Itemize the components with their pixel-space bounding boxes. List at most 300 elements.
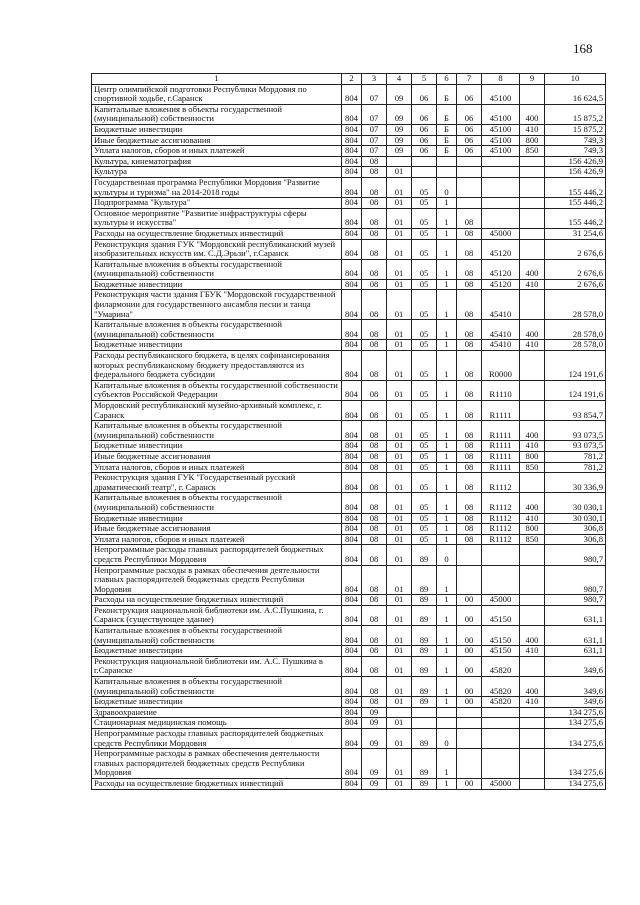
code-event: 08 — [457, 421, 482, 441]
code-expense-type — [520, 729, 545, 749]
row-name: Непрограммные расходы главных распорядителей бюджетных средств Республики Мордовия — [92, 545, 342, 565]
code-section: 07 — [362, 124, 387, 135]
amount: 30 336,9 — [545, 473, 606, 493]
code-program: 89 — [412, 595, 437, 606]
code-section: 08 — [362, 441, 387, 452]
code-program: 89 — [412, 646, 437, 657]
amount: 155 446,2 — [545, 198, 606, 209]
column-header: 10 — [545, 74, 606, 85]
row-name: Основное мероприятие "Развитие инфраструктуры сферы культуры и искусства" — [92, 208, 342, 228]
table-row — [92, 534, 606, 545]
code-event: 08 — [457, 534, 482, 545]
page-number: 168 — [573, 41, 593, 56]
code-program — [412, 718, 437, 729]
code-subprogram: 1 — [437, 677, 457, 697]
code-subprogram: 1 — [437, 513, 457, 524]
code-direction — [482, 729, 520, 749]
code-ministry: 804 — [342, 524, 362, 535]
amount: 306,8 — [545, 534, 606, 545]
table-row — [92, 513, 606, 524]
code-section: 08 — [362, 565, 387, 595]
code-expense-type — [520, 167, 545, 178]
code-ministry: 804 — [342, 718, 362, 729]
amount: 134 275,6 — [545, 718, 606, 729]
code-event: 08 — [457, 380, 482, 400]
code-section: 08 — [362, 208, 387, 228]
code-section: 08 — [362, 605, 387, 625]
code-section: 08 — [362, 239, 387, 259]
code-ministry: 804 — [342, 380, 362, 400]
code-expense-type: 410 — [520, 124, 545, 135]
code-subprogram: Б — [437, 135, 457, 146]
amount: 2 676,6 — [545, 279, 606, 290]
code-expense-type: 400 — [520, 626, 545, 646]
code-ministry: 804 — [342, 749, 362, 779]
table-row — [92, 707, 606, 718]
code-ministry: 804 — [342, 441, 362, 452]
code-ministry: 804 — [342, 135, 362, 146]
code-direction: R1112 — [482, 513, 520, 524]
code-event: 08 — [457, 320, 482, 340]
code-event — [457, 156, 482, 167]
code-direction — [482, 707, 520, 718]
code-subprogram: 1 — [437, 401, 457, 421]
code-ministry: 804 — [342, 545, 362, 565]
code-direction: 45150 — [482, 626, 520, 646]
row-name: Уплата налогов, сборов и иных платежей — [92, 146, 342, 157]
table-row — [92, 605, 606, 625]
code-event: 08 — [457, 351, 482, 381]
code-ministry: 804 — [342, 124, 362, 135]
code-direction: 45820 — [482, 697, 520, 708]
row-name: Культура — [92, 167, 342, 178]
code-expense-type — [520, 565, 545, 595]
table-row — [92, 320, 606, 340]
code-ministry: 804 — [342, 493, 362, 513]
code-subsection: 01 — [387, 749, 412, 779]
row-name: Культура, кинематография — [92, 156, 342, 167]
code-subprogram: 1 — [437, 351, 457, 381]
code-program: 89 — [412, 697, 437, 708]
code-subprogram: 1 — [437, 228, 457, 239]
code-event: 08 — [457, 473, 482, 493]
code-event: 00 — [457, 677, 482, 697]
code-event: 00 — [457, 605, 482, 625]
code-subsection: 01 — [387, 778, 412, 789]
code-section: 08 — [362, 340, 387, 351]
amount: 15 875,2 — [545, 104, 606, 124]
code-ministry: 804 — [342, 320, 362, 340]
code-subsection: 09 — [387, 146, 412, 157]
code-section: 08 — [362, 401, 387, 421]
code-event — [457, 565, 482, 595]
code-program: 05 — [412, 279, 437, 290]
code-section: 07 — [362, 135, 387, 146]
code-direction: 45000 — [482, 595, 520, 606]
code-program: 05 — [412, 340, 437, 351]
code-event: 06 — [457, 146, 482, 157]
code-direction: R1111 — [482, 421, 520, 441]
code-program: 06 — [412, 135, 437, 146]
code-subsection: 01 — [387, 545, 412, 565]
code-subsection: 01 — [387, 462, 412, 473]
code-subprogram: 1 — [437, 749, 457, 779]
table-row — [92, 104, 606, 124]
code-subprogram — [437, 156, 457, 167]
table-row — [92, 290, 606, 320]
code-direction: 45000 — [482, 778, 520, 789]
table-row — [92, 729, 606, 749]
code-event — [457, 707, 482, 718]
code-section: 08 — [362, 513, 387, 524]
code-section: 08 — [362, 493, 387, 513]
code-ministry: 804 — [342, 104, 362, 124]
code-ministry: 804 — [342, 351, 362, 381]
amount: 134 275,6 — [545, 707, 606, 718]
code-direction: R1112 — [482, 524, 520, 535]
code-expense-type: 400 — [520, 677, 545, 697]
code-ministry: 804 — [342, 595, 362, 606]
code-subprogram: 1 — [437, 646, 457, 657]
code-event: 08 — [457, 279, 482, 290]
code-expense-type — [520, 778, 545, 789]
code-program: 05 — [412, 290, 437, 320]
code-subsection: 01 — [387, 513, 412, 524]
column-header: 1 — [92, 74, 342, 85]
code-subprogram — [437, 718, 457, 729]
row-name: Расходы на осуществление бюджетных инвестиций — [92, 595, 342, 606]
amount: 30 030,1 — [545, 493, 606, 513]
code-event: 08 — [457, 239, 482, 259]
code-section: 08 — [362, 259, 387, 279]
column-header: 5 — [412, 74, 437, 85]
code-event: 00 — [457, 656, 482, 676]
code-event: 08 — [457, 259, 482, 279]
table-row — [92, 697, 606, 708]
table-row — [92, 473, 606, 493]
code-subprogram: 1 — [437, 451, 457, 462]
amount: 2 676,6 — [545, 239, 606, 259]
code-section: 07 — [362, 104, 387, 124]
code-subprogram: 1 — [437, 421, 457, 441]
code-program: 05 — [412, 493, 437, 513]
code-direction: R1112 — [482, 534, 520, 545]
code-subprogram: 1 — [437, 340, 457, 351]
amount: 124 191,6 — [545, 351, 606, 381]
table-row — [92, 524, 606, 535]
table-row — [92, 421, 606, 441]
row-name: Бюджетные инвестиции — [92, 279, 342, 290]
code-program: 06 — [412, 146, 437, 157]
code-direction: 45410 — [482, 290, 520, 320]
row-name: Реконструкция национальной библиотеки им. А.С. Пушкина в г.Саранске — [92, 656, 342, 676]
code-program: 06 — [412, 124, 437, 135]
code-event: 08 — [457, 513, 482, 524]
row-name: Мордовский республиканский музейно-архивный комплекс, г. Саранск — [92, 401, 342, 421]
code-section: 09 — [362, 749, 387, 779]
code-section: 08 — [362, 380, 387, 400]
code-expense-type — [520, 351, 545, 381]
code-direction — [482, 565, 520, 595]
code-direction: 45000 — [482, 228, 520, 239]
table-row — [92, 778, 606, 789]
column-header: 7 — [457, 74, 482, 85]
row-name: Иные бюджетные ассигнования — [92, 524, 342, 535]
code-direction: 45150 — [482, 605, 520, 625]
code-expense-type: 410 — [520, 340, 545, 351]
code-section: 08 — [362, 545, 387, 565]
code-ministry: 804 — [342, 259, 362, 279]
row-name: Бюджетные инвестиции — [92, 124, 342, 135]
code-direction: R1112 — [482, 493, 520, 513]
code-direction: 45100 — [482, 104, 520, 124]
amount: 28 578,0 — [545, 290, 606, 320]
row-name: Капитальные вложения в объекты государственной (муниципальной) собственности — [92, 421, 342, 441]
column-header: 6 — [437, 74, 457, 85]
code-program: 05 — [412, 441, 437, 452]
column-header: 4 — [387, 74, 412, 85]
amount: 631,1 — [545, 646, 606, 657]
code-ministry: 804 — [342, 451, 362, 462]
code-section: 09 — [362, 729, 387, 749]
code-subprogram: 1 — [437, 493, 457, 513]
table-row — [92, 351, 606, 381]
code-direction — [482, 208, 520, 228]
table-row — [92, 124, 606, 135]
code-direction: 45150 — [482, 646, 520, 657]
code-program: 06 — [412, 84, 437, 104]
row-name: Бюджетные инвестиции — [92, 513, 342, 524]
row-name: Расходы республиканского бюджета, в целях софинансирования которых республиканскому бюджету предоставляются из федерального бюджета субсидии — [92, 351, 342, 381]
code-event — [457, 729, 482, 749]
code-expense-type: 850 — [520, 146, 545, 157]
code-program: 05 — [412, 421, 437, 441]
code-event: 08 — [457, 493, 482, 513]
row-name: Бюджетные инвестиции — [92, 340, 342, 351]
code-direction: R1111 — [482, 401, 520, 421]
code-expense-type: 400 — [520, 421, 545, 441]
code-subsection: 09 — [387, 84, 412, 104]
code-subprogram: 1 — [437, 524, 457, 535]
amount: 781,2 — [545, 462, 606, 473]
code-expense-type: 850 — [520, 534, 545, 545]
table-row — [92, 462, 606, 473]
code-event: 08 — [457, 228, 482, 239]
code-subprogram: Б — [437, 104, 457, 124]
code-section: 08 — [362, 677, 387, 697]
code-expense-type — [520, 473, 545, 493]
code-ministry: 804 — [342, 778, 362, 789]
table-row — [92, 228, 606, 239]
code-program: 05 — [412, 473, 437, 493]
table-row — [92, 146, 606, 157]
code-expense-type — [520, 707, 545, 718]
code-section: 08 — [362, 279, 387, 290]
code-section: 09 — [362, 718, 387, 729]
code-ministry: 804 — [342, 156, 362, 167]
code-expense-type: 800 — [520, 524, 545, 535]
table-row — [92, 441, 606, 452]
code-subsection: 01 — [387, 198, 412, 209]
amount: 349,6 — [545, 697, 606, 708]
code-subprogram — [437, 707, 457, 718]
amount: 980,7 — [545, 595, 606, 606]
code-event — [457, 718, 482, 729]
row-name: Реконструкция здания ГУК "Государственный русский драматический театр", г. Саранск — [92, 473, 342, 493]
code-direction: R1111 — [482, 441, 520, 452]
code-subprogram: 1 — [437, 565, 457, 595]
code-section: 08 — [362, 156, 387, 167]
code-section: 08 — [362, 351, 387, 381]
table-row — [92, 340, 606, 351]
code-event — [457, 167, 482, 178]
code-subsection: 01 — [387, 534, 412, 545]
code-subprogram: 1 — [437, 462, 457, 473]
code-section: 08 — [362, 524, 387, 535]
code-program: 05 — [412, 513, 437, 524]
code-event: 06 — [457, 124, 482, 135]
code-subsection: 01 — [387, 340, 412, 351]
column-header: 9 — [520, 74, 545, 85]
budget-table — [91, 73, 606, 790]
code-ministry: 804 — [342, 279, 362, 290]
amount: 781,2 — [545, 451, 606, 462]
code-direction: 45100 — [482, 135, 520, 146]
code-expense-type — [520, 156, 545, 167]
code-subsection: 09 — [387, 104, 412, 124]
code-ministry: 804 — [342, 462, 362, 473]
amount: 2 676,6 — [545, 259, 606, 279]
code-subprogram: 1 — [437, 656, 457, 676]
code-section: 08 — [362, 697, 387, 708]
code-expense-type — [520, 656, 545, 676]
row-name: Расходы на осуществление бюджетных инвестиций — [92, 778, 342, 789]
code-subprogram: Б — [437, 124, 457, 135]
code-direction: 45120 — [482, 279, 520, 290]
code-subsection: 09 — [387, 135, 412, 146]
code-subprogram — [437, 167, 457, 178]
code-subprogram: 1 — [437, 626, 457, 646]
code-subsection: 01 — [387, 677, 412, 697]
code-subsection: 01 — [387, 524, 412, 535]
table-row — [92, 595, 606, 606]
code-subprogram: 0 — [437, 729, 457, 749]
code-event: 00 — [457, 778, 482, 789]
code-subsection: 01 — [387, 279, 412, 290]
code-subsection: 01 — [387, 718, 412, 729]
code-expense-type: 400 — [520, 104, 545, 124]
code-program: 89 — [412, 749, 437, 779]
code-expense-type — [520, 380, 545, 400]
amount: 30 030,1 — [545, 513, 606, 524]
code-ministry: 804 — [342, 707, 362, 718]
code-expense-type — [520, 198, 545, 209]
amount: 28 578,0 — [545, 340, 606, 351]
code-subprogram: 1 — [437, 290, 457, 320]
row-name: Капитальные вложения в объекты государственной (муниципальной) собственности — [92, 259, 342, 279]
code-expense-type: 410 — [520, 513, 545, 524]
amount: 124 191,6 — [545, 380, 606, 400]
amount: 93 073,5 — [545, 421, 606, 441]
code-program: 05 — [412, 228, 437, 239]
amount: 134 275,6 — [545, 749, 606, 779]
code-subprogram: 1 — [437, 208, 457, 228]
row-name: Бюджетные инвестиции — [92, 441, 342, 452]
row-name: Расходы на осуществление бюджетных инвестиций — [92, 228, 342, 239]
code-program — [412, 156, 437, 167]
code-event — [457, 545, 482, 565]
row-name: Реконструкция национальной библиотеки им. А.С.Пушкина, г. Саранск (существующее здание) — [92, 605, 342, 625]
code-program: 05 — [412, 239, 437, 259]
row-name: Иные бюджетные ассигнования — [92, 135, 342, 146]
code-expense-type — [520, 545, 545, 565]
code-ministry: 804 — [342, 239, 362, 259]
row-name: Стационарная медицинская помощь — [92, 718, 342, 729]
code-ministry: 804 — [342, 605, 362, 625]
code-subsection: 01 — [387, 208, 412, 228]
code-expense-type — [520, 605, 545, 625]
column-header: 3 — [362, 74, 387, 85]
code-program — [412, 167, 437, 178]
code-event — [457, 749, 482, 779]
code-subsection: 01 — [387, 565, 412, 595]
code-program: 05 — [412, 320, 437, 340]
code-program: 89 — [412, 545, 437, 565]
row-name: Реконструкция части здания ГБУК "Мордовской государственной филармонии для государственного ансамбля песни и танца "Умарина" — [92, 290, 342, 320]
code-program: 06 — [412, 104, 437, 124]
code-direction: 45100 — [482, 84, 520, 104]
code-subsection: 01 — [387, 626, 412, 646]
code-subsection: 01 — [387, 421, 412, 441]
code-direction: 45120 — [482, 259, 520, 279]
code-subsection: 01 — [387, 605, 412, 625]
amount: 306,8 — [545, 524, 606, 535]
amount: 980,7 — [545, 565, 606, 595]
amount: 349,6 — [545, 656, 606, 676]
code-program: 05 — [412, 401, 437, 421]
code-expense-type — [520, 401, 545, 421]
code-section: 09 — [362, 778, 387, 789]
table-row — [92, 493, 606, 513]
code-event: 06 — [457, 135, 482, 146]
amount: 28 578,0 — [545, 320, 606, 340]
code-ministry: 804 — [342, 534, 362, 545]
code-direction: 45410 — [482, 320, 520, 340]
code-ministry: 804 — [342, 198, 362, 209]
code-program: 05 — [412, 534, 437, 545]
code-direction: 45120 — [482, 239, 520, 259]
code-program: 05 — [412, 177, 437, 197]
table-row — [92, 401, 606, 421]
code-expense-type: 800 — [520, 135, 545, 146]
code-event: 08 — [457, 441, 482, 452]
code-ministry: 804 — [342, 473, 362, 493]
code-subsection — [387, 707, 412, 718]
code-direction — [482, 545, 520, 565]
column-header: 2 — [342, 74, 362, 85]
code-event: 08 — [457, 290, 482, 320]
code-ministry: 804 — [342, 513, 362, 524]
code-section: 08 — [362, 421, 387, 441]
code-direction: 45410 — [482, 340, 520, 351]
code-direction — [482, 749, 520, 779]
code-subprogram: Б — [437, 84, 457, 104]
code-direction: 45100 — [482, 124, 520, 135]
code-event: 08 — [457, 462, 482, 473]
row-name: Непрограммные расходы в рамках обеспечения деятельности главных распорядителей бюджетных средств Республики Мордовия — [92, 749, 342, 779]
code-program: 89 — [412, 729, 437, 749]
code-section: 08 — [362, 462, 387, 473]
